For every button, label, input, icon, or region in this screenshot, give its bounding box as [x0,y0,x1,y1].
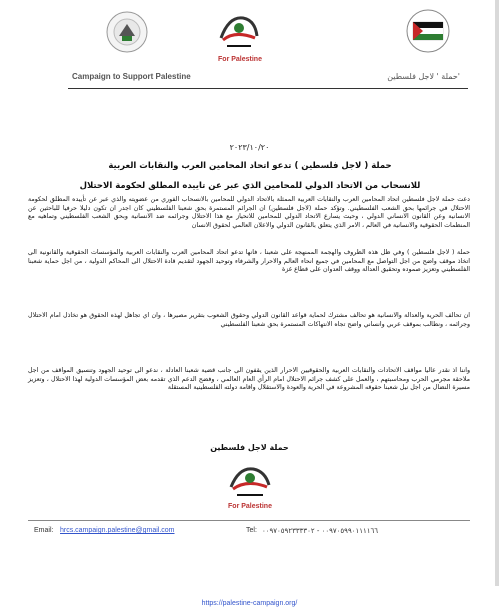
document-date: ٢٠٢٣/١٠/٢٠ [229,143,270,152]
tel-value: ٠٠٩٧٠٥٩٩٠١١١١٦٦ - ٠٠٩٧٠٥٩٢٣٣٣٣٠٢ [262,527,379,535]
page-edge [495,0,499,586]
paragraph-2: حملة ( لاجل فلسطين ) وفي ظل هذه الظروف والهجمة الممنهجة على شعبنا ، فانها تدعو اتحاد المحامين العرب والنقابات العربية والمؤسسات الحقوقية والقانونية الى اتخاذ موقف واضح من اجل التواصل مع المحامين في جميع انحاء العالم والاحرار والشرفاء وتوحيد الجهود لتقديم قادة الاحتلال الى المحاكم الدولية ، من اجل حماية شعبنا الفلسطيني وتعزيز صموده وتحقيق العدالة ووقف العدوان على قطاع غزة [28,249,470,274]
palestine-emblem [405,6,451,56]
for-palestine-logo-bottom [225,461,275,501]
paragraph-4: واننا اذ نقدر عاليا مواقف الاتحادات والنقابات العربية والحقوقيين الاحرار الذين يقفون الى جانب قضية شعبنا العادلة ، ندعو الى توحيد الجهود وتنسيق المواقف من اجل ملاحقة مجرمي الحرب ومحاسبتهم ، والعمل على كشف جرائم الاحتلال امام الرأي العام العالمي ، وفضح الدعم الذي تقدمه بعض المؤسسات الدولية لهذا الاحتلال ، وتعزيز مسيرة النضال من اجل نيل شعبنا حقوقه المشروعة في الحرية والعودة والاستقلال واقامة دولته الفلسطينية المستقلة [28,367,470,392]
headline-line-1: حملة ( لاجل فلسطين ) تدعو اتحاد المحامين العرب والنقابات العربية [108,161,392,171]
campaign-logo-left [105,10,149,54]
email-label: Email: [34,527,54,534]
website-link[interactable]: https://palestine-campaign.org/ [201,600,298,607]
header-divider [68,88,468,89]
for-palestine-logo [215,8,263,54]
org-name-arabic: حملة ' لاجل فلسطين' [387,72,460,81]
paragraph-3: ان تحالف الحرية والعدالة والانسانية هو تحالف مشترك لحماية قواعد القانون الدولي وحقوق الشعوب بتقرير مصيرها ، وان اي تجاهل لهذه الحقوق هو تخاذل امام الاحتلال وجرائمه ، ونطالب بموقف عربي وانساني واضح تجاه الانتهاكات المستمرة بحق شعبنا الفلسطيني [28,312,470,328]
signature-title: حملة لاجل فلسطين [210,443,289,452]
footer-divider [28,520,470,521]
headline-line-2: للانسحاب من الاتحاد الدولي للمحامين الذي عبر عن تاييده المطلق لحكومة الاحتلال [79,181,421,191]
paragraph-1: دعت حملة لاجل فلسطين اتحاد المحامين العرب والنقابات العربية الممثلة بالاتحاد الدولي للمحامين بالانسحاب الفوري من عضويته والذي عبر عن تأييده المطلق لحكومة الاحتلال في جرائمها بحق الشعب الفلسطيني. وتؤكد حملة (لاجل فلسطين) ان الجرائم المستمرة بحق شعبنا الفلسطيني كان اجدر ان تكون دليلا حرفيا للباحثين عن الانسانية وعن القانون الانساني الدولي ، وحيث يسارع الاتحاد الدولي للمحامين للانحياز مع هذا الاحتلال وجرائمه ضد الانسانية وبحق الشعب الفلسطيني وتماهيه مع المنظمات الحقوقية والانسانية في العالم ، الامر الذي يتعلق بالقانون الدولي والاعلان العالمي لحقوق الانسان [28,196,470,229]
logo-caption: For Palestine [218,56,262,63]
email-link[interactable]: hrcs.campaign.palestine@gmail.com [60,527,175,534]
org-name-english: Campaign to Support Palestine [72,72,191,81]
logo-bottom-caption: For Palestine [228,503,272,510]
tel-label: Tel: [246,527,257,534]
